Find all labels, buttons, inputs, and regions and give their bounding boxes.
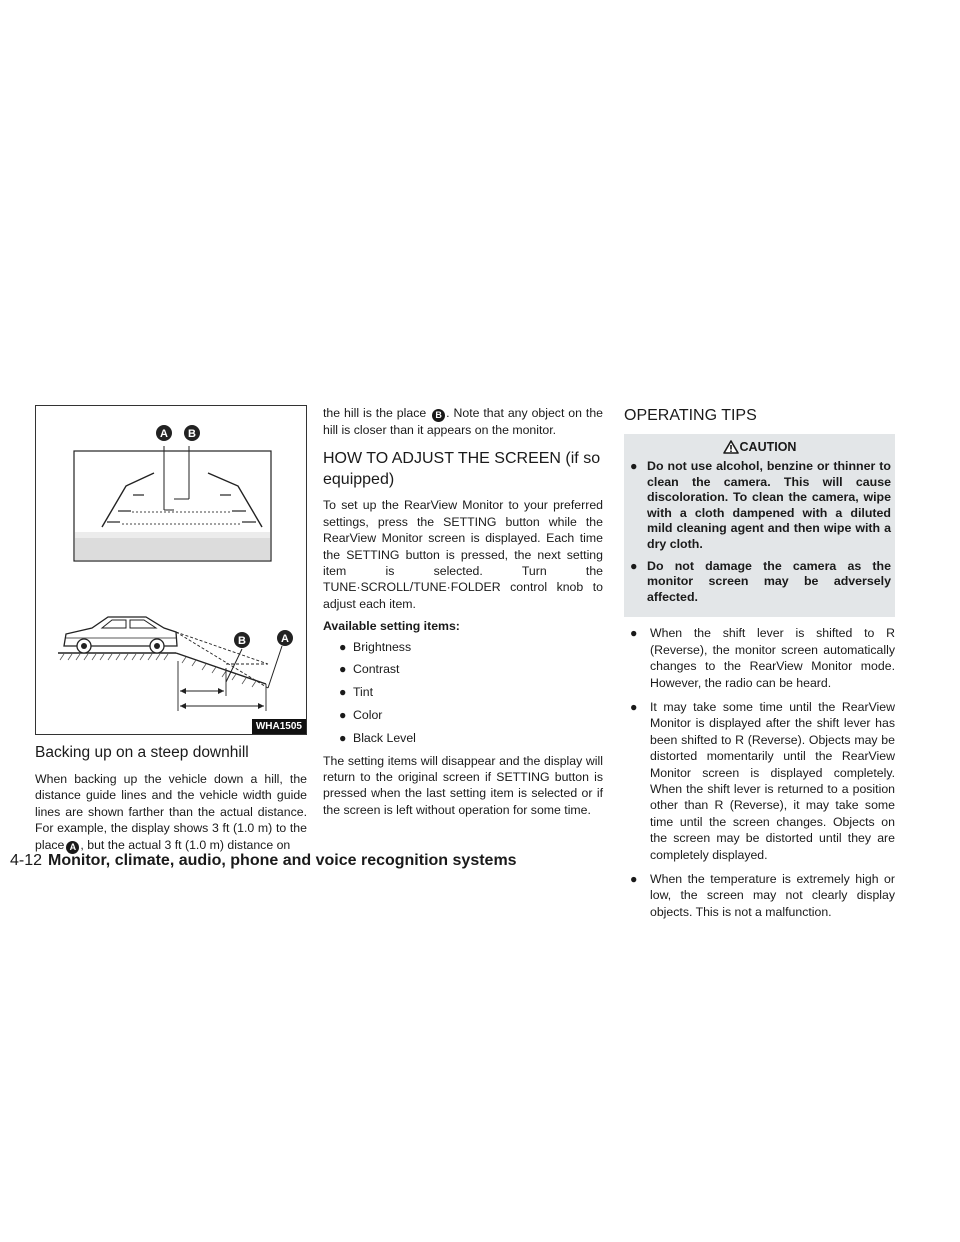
downhill-text-2: , but the actual 3 ft (1.0 m) distance on	[80, 837, 291, 852]
label-a-top: A	[160, 428, 168, 440]
list-item: ● Color	[339, 708, 383, 723]
downhill-figure	[35, 405, 307, 735]
bullet-icon: ●	[630, 558, 638, 573]
list-item: ● Black Level	[339, 730, 416, 745]
label-b-inline: B	[432, 409, 445, 422]
setting-items-list	[323, 639, 603, 747]
middle-column	[323, 405, 603, 818]
page-number: 4-12	[10, 852, 43, 869]
list-item: ● It may take some time until the RearView Monitor is displayed after the shift lever has been shifted to R (Reverse). Objects may be distorted momentarily until the RearView Monitor screen is displayed completely. When the shift lever is returned to a position other than R (Reverse), it may take some time until the screen changes. Objects on the screen may be distorted until they are completely displayed.	[630, 699, 895, 862]
figure-heading: Backing up on a steep downhill	[35, 744, 249, 761]
operating-tips-heading: OPERATING TIPS	[624, 407, 757, 424]
continued-text-1: the hill is the place	[323, 406, 427, 420]
bullet-icon: ●	[630, 872, 638, 887]
caution-header	[628, 437, 891, 457]
continued-text-2: . Note that any object on the hill is closer than it appears on the monitor.	[323, 406, 603, 437]
caution-list	[628, 459, 891, 605]
downhill-illustration	[36, 406, 308, 736]
caution-title: CAUTION	[739, 440, 797, 454]
bullet-icon: ●	[630, 626, 638, 641]
bullet-icon: ●	[630, 699, 638, 714]
bullet-icon: ●	[339, 662, 347, 677]
label-b-bottom: B	[238, 635, 246, 647]
left-column	[35, 405, 307, 854]
bullet-icon: ●	[339, 685, 347, 700]
figure-code: WHA1505	[252, 719, 306, 734]
downhill-paragraph	[35, 771, 307, 854]
bullet-icon: ●	[339, 708, 347, 723]
list-item: ● Do not use alcohol, benzine or thinner to clean the camera. This will cause discoloration. To clean the camera, wipe with a cloth dampened with a diluted mild cleaning agent and then wipe with a dry cloth.	[630, 459, 891, 551]
setting-items-label: Available setting items:	[323, 619, 460, 634]
list-item: ● Contrast	[339, 662, 400, 677]
bullet-icon: ●	[339, 730, 347, 745]
list-item: ● When the shift lever is shifted to R (Reverse), the monitor screen automatically changes to the RearView Monitor mode. However, the radio can be heard.	[630, 626, 895, 690]
bullet-icon: ●	[630, 459, 638, 473]
label-b-top: B	[188, 428, 196, 440]
list-item: ● When the temperature is extremely high or low, the screen may not clearly display objects. This is not a malfunction.	[630, 872, 895, 919]
label-a-inline: A	[66, 841, 79, 854]
right-column	[624, 405, 895, 928]
downhill-continued	[323, 405, 603, 438]
adjust-screen-heading: HOW TO ADJUST THE SCREEN (if so equipped)	[323, 450, 601, 489]
setting-disappear-paragraph: The setting items will disappear and the display will return to the original screen if SETTING button is pressed when the last setting item is selected or if the screen is left without operation for some time.	[323, 753, 603, 817]
caution-box	[624, 434, 895, 617]
bullet-icon: ●	[339, 639, 347, 654]
chapter-title: Monitor, climate, audio, phone and voice recognition systems	[48, 852, 517, 869]
tips-list	[624, 625, 895, 920]
adjust-screen-paragraph: To set up the RearView Monitor to your preferred settings, press the SETTING button while the RearView Monitor screen is displayed. Each time the SETTING button is pressed, the next setting item is selected. Turn the TUNE·SCROLL/TUNE·FOLDER control knob to adjust each item.	[323, 498, 603, 611]
list-item: ● Do not damage the camera as the monitor screen may be adversely affected.	[630, 558, 891, 604]
downhill-text-1: When backing up the vehicle down a hill, the distance guide lines and the vehicle width guide lines are shown farther than the actual distance. For example, the display shows 3 ft (1.0 m) to the place	[35, 772, 307, 852]
page-footer	[10, 851, 517, 871]
list-item: ● Brightness	[339, 639, 412, 654]
label-a-bottom: A	[281, 633, 289, 645]
warning-triangle-icon	[723, 440, 739, 454]
list-item: ● Tint	[339, 685, 374, 700]
